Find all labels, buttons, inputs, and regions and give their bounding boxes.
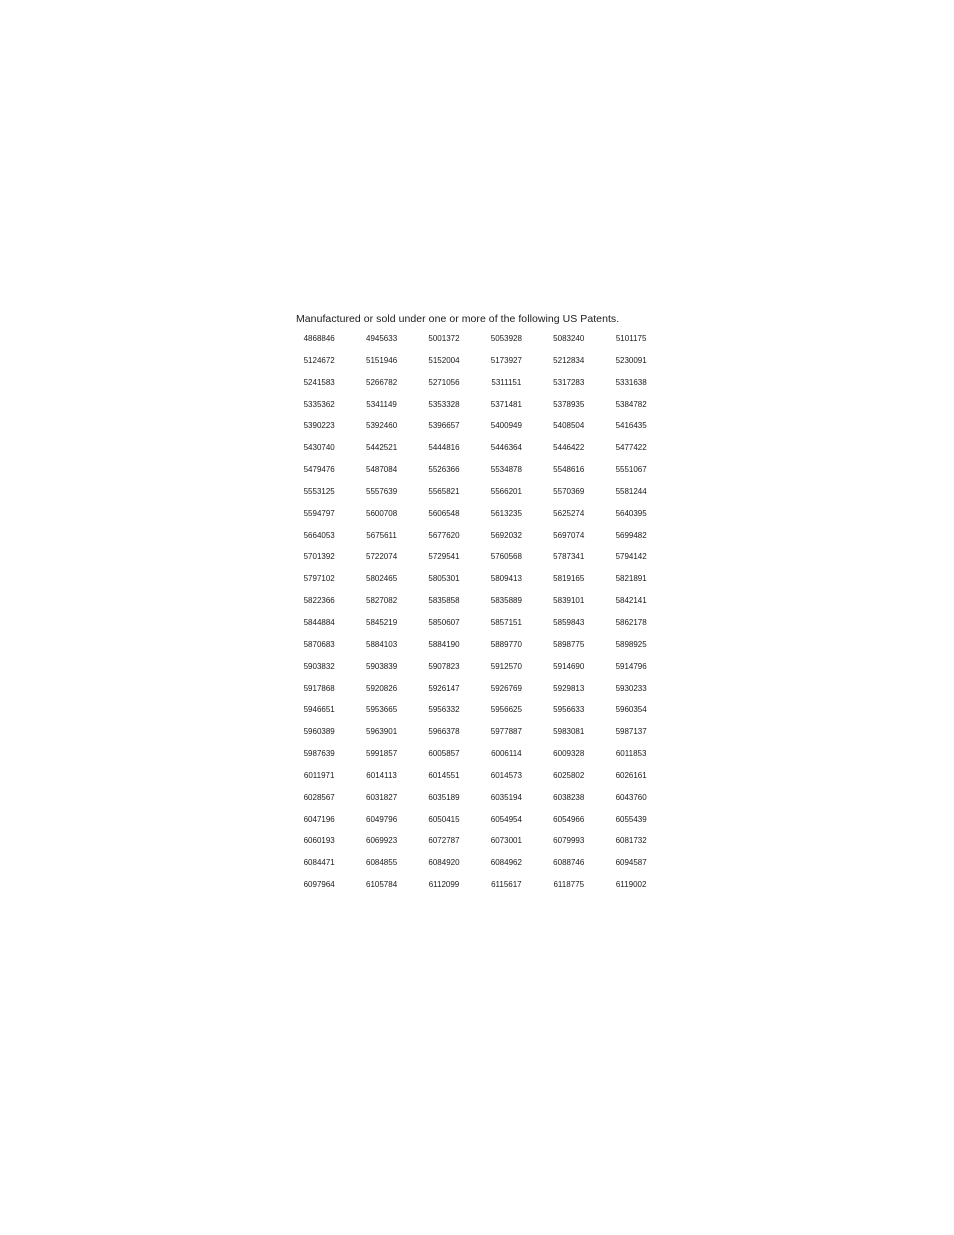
- patent-number: 6047196: [303, 814, 335, 824]
- patent-number: 5212834: [553, 355, 585, 365]
- patent-number: 6035189: [428, 792, 460, 802]
- patent-number: 5835858: [428, 596, 460, 606]
- patent-number: 6084471: [303, 858, 335, 868]
- patent-number: 5920826: [366, 683, 398, 693]
- patent-number: 6025802: [553, 770, 585, 780]
- patent-number-grid: [288, 333, 662, 901]
- patent-number: 6011853: [615, 749, 647, 759]
- patent-number: 5553125: [303, 486, 335, 496]
- patent-number: 5477422: [615, 443, 647, 453]
- patent-number: 6118775: [553, 880, 585, 890]
- patent-number: 5317283: [553, 377, 585, 387]
- patent-number: 5859843: [553, 617, 585, 627]
- patent-number: 5903839: [366, 661, 398, 671]
- patent-number: 5956625: [490, 705, 522, 715]
- patent-number: 5271056: [428, 377, 460, 387]
- patent-number: 5987137: [615, 727, 647, 737]
- patent-number: 5850607: [428, 617, 460, 627]
- patent-number: 5845219: [366, 617, 398, 627]
- patent-number: 6094587: [615, 858, 647, 868]
- patent-number: 5152004: [428, 355, 460, 365]
- patent-number: 5001372: [428, 334, 460, 343]
- patent-number: 6073001: [490, 836, 522, 846]
- patent-number: 6112099: [428, 880, 460, 890]
- patent-number: 5889770: [490, 639, 522, 649]
- patent-number: 6006114: [491, 749, 522, 759]
- patent-number: 5862178: [615, 617, 647, 627]
- patent-number: 5548616: [553, 465, 585, 475]
- patent-number: 5331638: [615, 377, 647, 387]
- patent-number: 5701392: [303, 552, 335, 562]
- patent-number: 5101175: [615, 334, 647, 343]
- patent-number: 6097964: [303, 880, 335, 890]
- patent-number: 5912570: [490, 661, 522, 671]
- patent-number: 5827082: [366, 596, 398, 606]
- patent-number: 6055439: [615, 814, 647, 824]
- patent-number: 6105784: [366, 880, 398, 890]
- patent-number: 5835889: [490, 596, 522, 606]
- patent-notice-heading: Manufactured or sold under one or more of the following US Patents.: [296, 313, 620, 325]
- patent-number: 6069923: [366, 836, 398, 846]
- patent-number: 5335362: [303, 399, 335, 409]
- patent-number: 5371481: [490, 399, 522, 409]
- patent-number: 5446422: [553, 443, 585, 453]
- patent-number: 5844884: [303, 617, 335, 627]
- patent-number: 5353328: [428, 399, 460, 409]
- patent-number: 6060193: [303, 836, 335, 846]
- patent-number: 5430740: [303, 443, 335, 453]
- patent-number: 6014573: [490, 770, 522, 780]
- patent-number: 4868846: [303, 334, 335, 343]
- patent-number: 6031827: [366, 792, 398, 802]
- patent-number: 6054966: [553, 814, 585, 824]
- patent-number: 5341149: [366, 399, 397, 409]
- patent-number: 5526366: [428, 465, 460, 475]
- patent-number: 5787341: [553, 552, 585, 562]
- patent-number: 5760568: [490, 552, 522, 562]
- patent-number: 5551067: [615, 465, 647, 475]
- patent-number: 5819165: [553, 574, 585, 584]
- patent-number: 5124672: [303, 355, 335, 365]
- patent-number: 6028567: [303, 792, 335, 802]
- patent-number: 5917868: [303, 683, 335, 693]
- patent-number: 6043760: [615, 792, 647, 802]
- patent-number: 5953665: [366, 705, 398, 715]
- patent-number: 5677620: [428, 530, 460, 540]
- patent-number: 5802465: [366, 574, 398, 584]
- patent-number: 5581244: [615, 486, 647, 496]
- patent-number: 5930233: [615, 683, 647, 693]
- patent-number: 5884103: [366, 639, 398, 649]
- patent-number: 5613235: [490, 508, 522, 518]
- patent-number: 5699482: [615, 530, 647, 540]
- patent-number: 5977887: [490, 727, 522, 737]
- patent-number: 5390223: [303, 421, 335, 431]
- patent-number: 5914796: [615, 661, 647, 671]
- patent-number: 5898775: [553, 639, 585, 649]
- patent-number: 6050415: [428, 814, 460, 824]
- patent-number: 5479476: [303, 465, 335, 475]
- patent-notice: [296, 311, 676, 890]
- patent-number: 6014113: [366, 770, 397, 780]
- patent-number: 5384782: [615, 399, 647, 409]
- patent-number: 5416435: [615, 421, 647, 431]
- patent-number: 5821891: [615, 574, 647, 584]
- patent-number: 6084855: [366, 858, 398, 868]
- patent-number: 5675611: [366, 530, 397, 540]
- patent-number: 5809413: [490, 574, 522, 584]
- patent-number: 5898925: [615, 639, 647, 649]
- patent-number: 5722074: [366, 552, 398, 562]
- patent-number: 6011971: [303, 770, 335, 780]
- patent-number: 6084962: [490, 858, 522, 868]
- patent-number: 5870683: [303, 639, 335, 649]
- patent-number: 5664053: [303, 530, 335, 540]
- patent-number: 6009328: [553, 749, 585, 759]
- patent-number: 5053928: [490, 334, 522, 343]
- patent-number: 5442521: [366, 443, 398, 453]
- patent-number: 6005857: [428, 749, 460, 759]
- patent-number: 5392460: [366, 421, 398, 431]
- patent-number: 5907823: [428, 661, 460, 671]
- patent-number: 5173927: [490, 355, 522, 365]
- patent-number: 6115617: [491, 880, 522, 890]
- patent-number: 5926147: [428, 683, 460, 693]
- patent-number: 5566201: [490, 486, 522, 496]
- patent-number: 5444816: [428, 443, 460, 453]
- patent-number: 5570369: [553, 486, 585, 496]
- patent-number: 5966378: [428, 727, 460, 737]
- patent-number: 6081732: [615, 836, 647, 846]
- patent-number: 5565821: [428, 486, 460, 496]
- patent-number: 5594797: [303, 508, 335, 518]
- patent-number: 5400949: [490, 421, 522, 431]
- patent-number: 5842141: [615, 596, 647, 606]
- patent-number: 5640395: [615, 508, 647, 518]
- patent-number: 5991857: [366, 749, 398, 759]
- patent-number: 5625274: [553, 508, 585, 518]
- patent-number: 5396657: [428, 421, 460, 431]
- patent-number: 5929813: [553, 683, 585, 693]
- patent-number: 5960389: [303, 727, 335, 737]
- patent-number: 5606548: [428, 508, 460, 518]
- patent-number: 5987639: [303, 749, 335, 759]
- patent-number: 5729541: [428, 552, 460, 562]
- patent-number: 6054954: [490, 814, 522, 824]
- patent-number: 4945633: [366, 334, 398, 343]
- patent-number: 5266782: [366, 377, 398, 387]
- patent-number: 6079993: [553, 836, 585, 846]
- patent-number: 5914690: [553, 661, 585, 671]
- patent-number: 5956332: [428, 705, 460, 715]
- patent-number: 6026161: [615, 770, 647, 780]
- patent-number: 5903832: [303, 661, 335, 671]
- patent-number: 5946651: [303, 705, 335, 715]
- patent-number: 6035194: [490, 792, 522, 802]
- patent-number: 6084920: [428, 858, 460, 868]
- patent-number: 5600708: [366, 508, 398, 518]
- patent-number: 5794142: [615, 552, 647, 562]
- patent-number: 6072787: [428, 836, 460, 846]
- patent-number: 5408504: [553, 421, 585, 431]
- patent-number: 5378935: [553, 399, 585, 409]
- patent-number: 5839101: [553, 596, 585, 606]
- patent-number: 6014551: [428, 770, 460, 780]
- patent-number: 5697074: [553, 530, 585, 540]
- patent-number: 5822366: [303, 596, 335, 606]
- patent-number: 5446364: [490, 443, 522, 453]
- patent-number: 5487084: [366, 465, 398, 475]
- patent-number: 5956633: [553, 705, 585, 715]
- patent-number: 5926769: [490, 683, 522, 693]
- patent-number: 5963901: [366, 727, 398, 737]
- patent-number: 6038238: [553, 792, 585, 802]
- patent-number: 5151946: [366, 355, 398, 365]
- patent-number: 6119002: [615, 880, 647, 890]
- patent-number: 5692032: [490, 530, 522, 540]
- patent-number: 5557639: [366, 486, 398, 496]
- patent-number: 5230091: [615, 355, 647, 365]
- patent-number: 5857151: [490, 617, 522, 627]
- patent-number: 5960354: [615, 705, 647, 715]
- patent-number: 5797102: [303, 574, 335, 584]
- patent-number: 5983081: [553, 727, 585, 737]
- patent-number: 5534878: [490, 465, 522, 475]
- patent-number: 6088746: [553, 858, 585, 868]
- patent-number: 5241583: [303, 377, 335, 387]
- patent-number: 5083240: [553, 334, 585, 343]
- patent-number: 6049796: [366, 814, 398, 824]
- patent-number: 5884190: [428, 639, 460, 649]
- patent-number: 5805301: [428, 574, 460, 584]
- patent-number: 5311151: [491, 377, 522, 387]
